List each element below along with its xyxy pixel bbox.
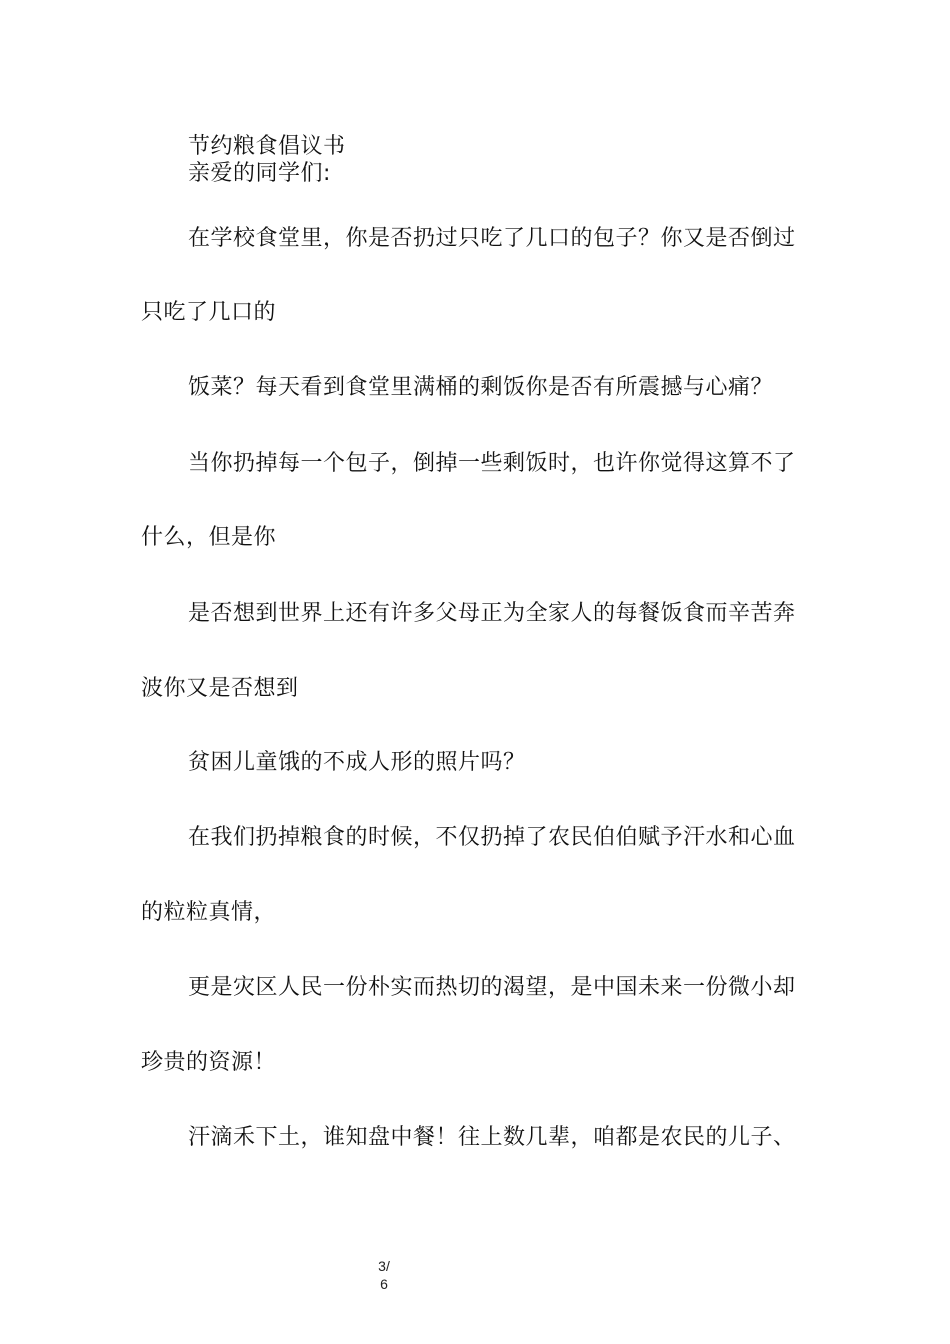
page-number-total: 6 [380,1276,388,1292]
paragraph-line: 饭菜？每天看到食堂里满桶的剩饭你是否有所震撼与心痛？ [188,375,774,400]
paragraph-line: 波你又是否想到 [141,676,299,701]
paragraph-line: 是否想到世界上还有许多父母正为全家人的每餐饭食而辛苦奔 [188,601,796,626]
document-title: 节约粮食倡议书 [188,134,346,159]
salutation: 亲爱的同学们: [188,161,331,186]
paragraph-line: 的粒粒真情， [141,900,277,925]
paragraph-line: 汗滴禾下土，谁知盘中餐！往上数几辈，咱都是农民的儿子、 [188,1125,796,1150]
paragraph-line: 只吃了几口的 [141,300,277,325]
paragraph-line: 珍贵的资源！ [141,1050,277,1075]
paragraph-line: 什么，但是你 [141,525,277,550]
paragraph-line: 在学校食堂里，你是否扔过只吃了几口的包子？你又是否倒过 [188,226,796,251]
paragraph-line: 当你扔掉每一个包子，倒掉一些剩饭时，也许你觉得这算不了 [188,451,796,476]
paragraph-line: 更是灾区人民一份朴实而热切的渴望，是中国未来一份微小却 [188,975,796,1000]
page-number-current: 3/ [378,1258,390,1274]
paragraph-line: 在我们扔掉粮食的时候，不仅扔掉了农民伯伯赋予汗水和心血 [188,825,796,850]
paragraph-line: 贫困儿童饿的不成人形的照片吗？ [188,750,526,775]
